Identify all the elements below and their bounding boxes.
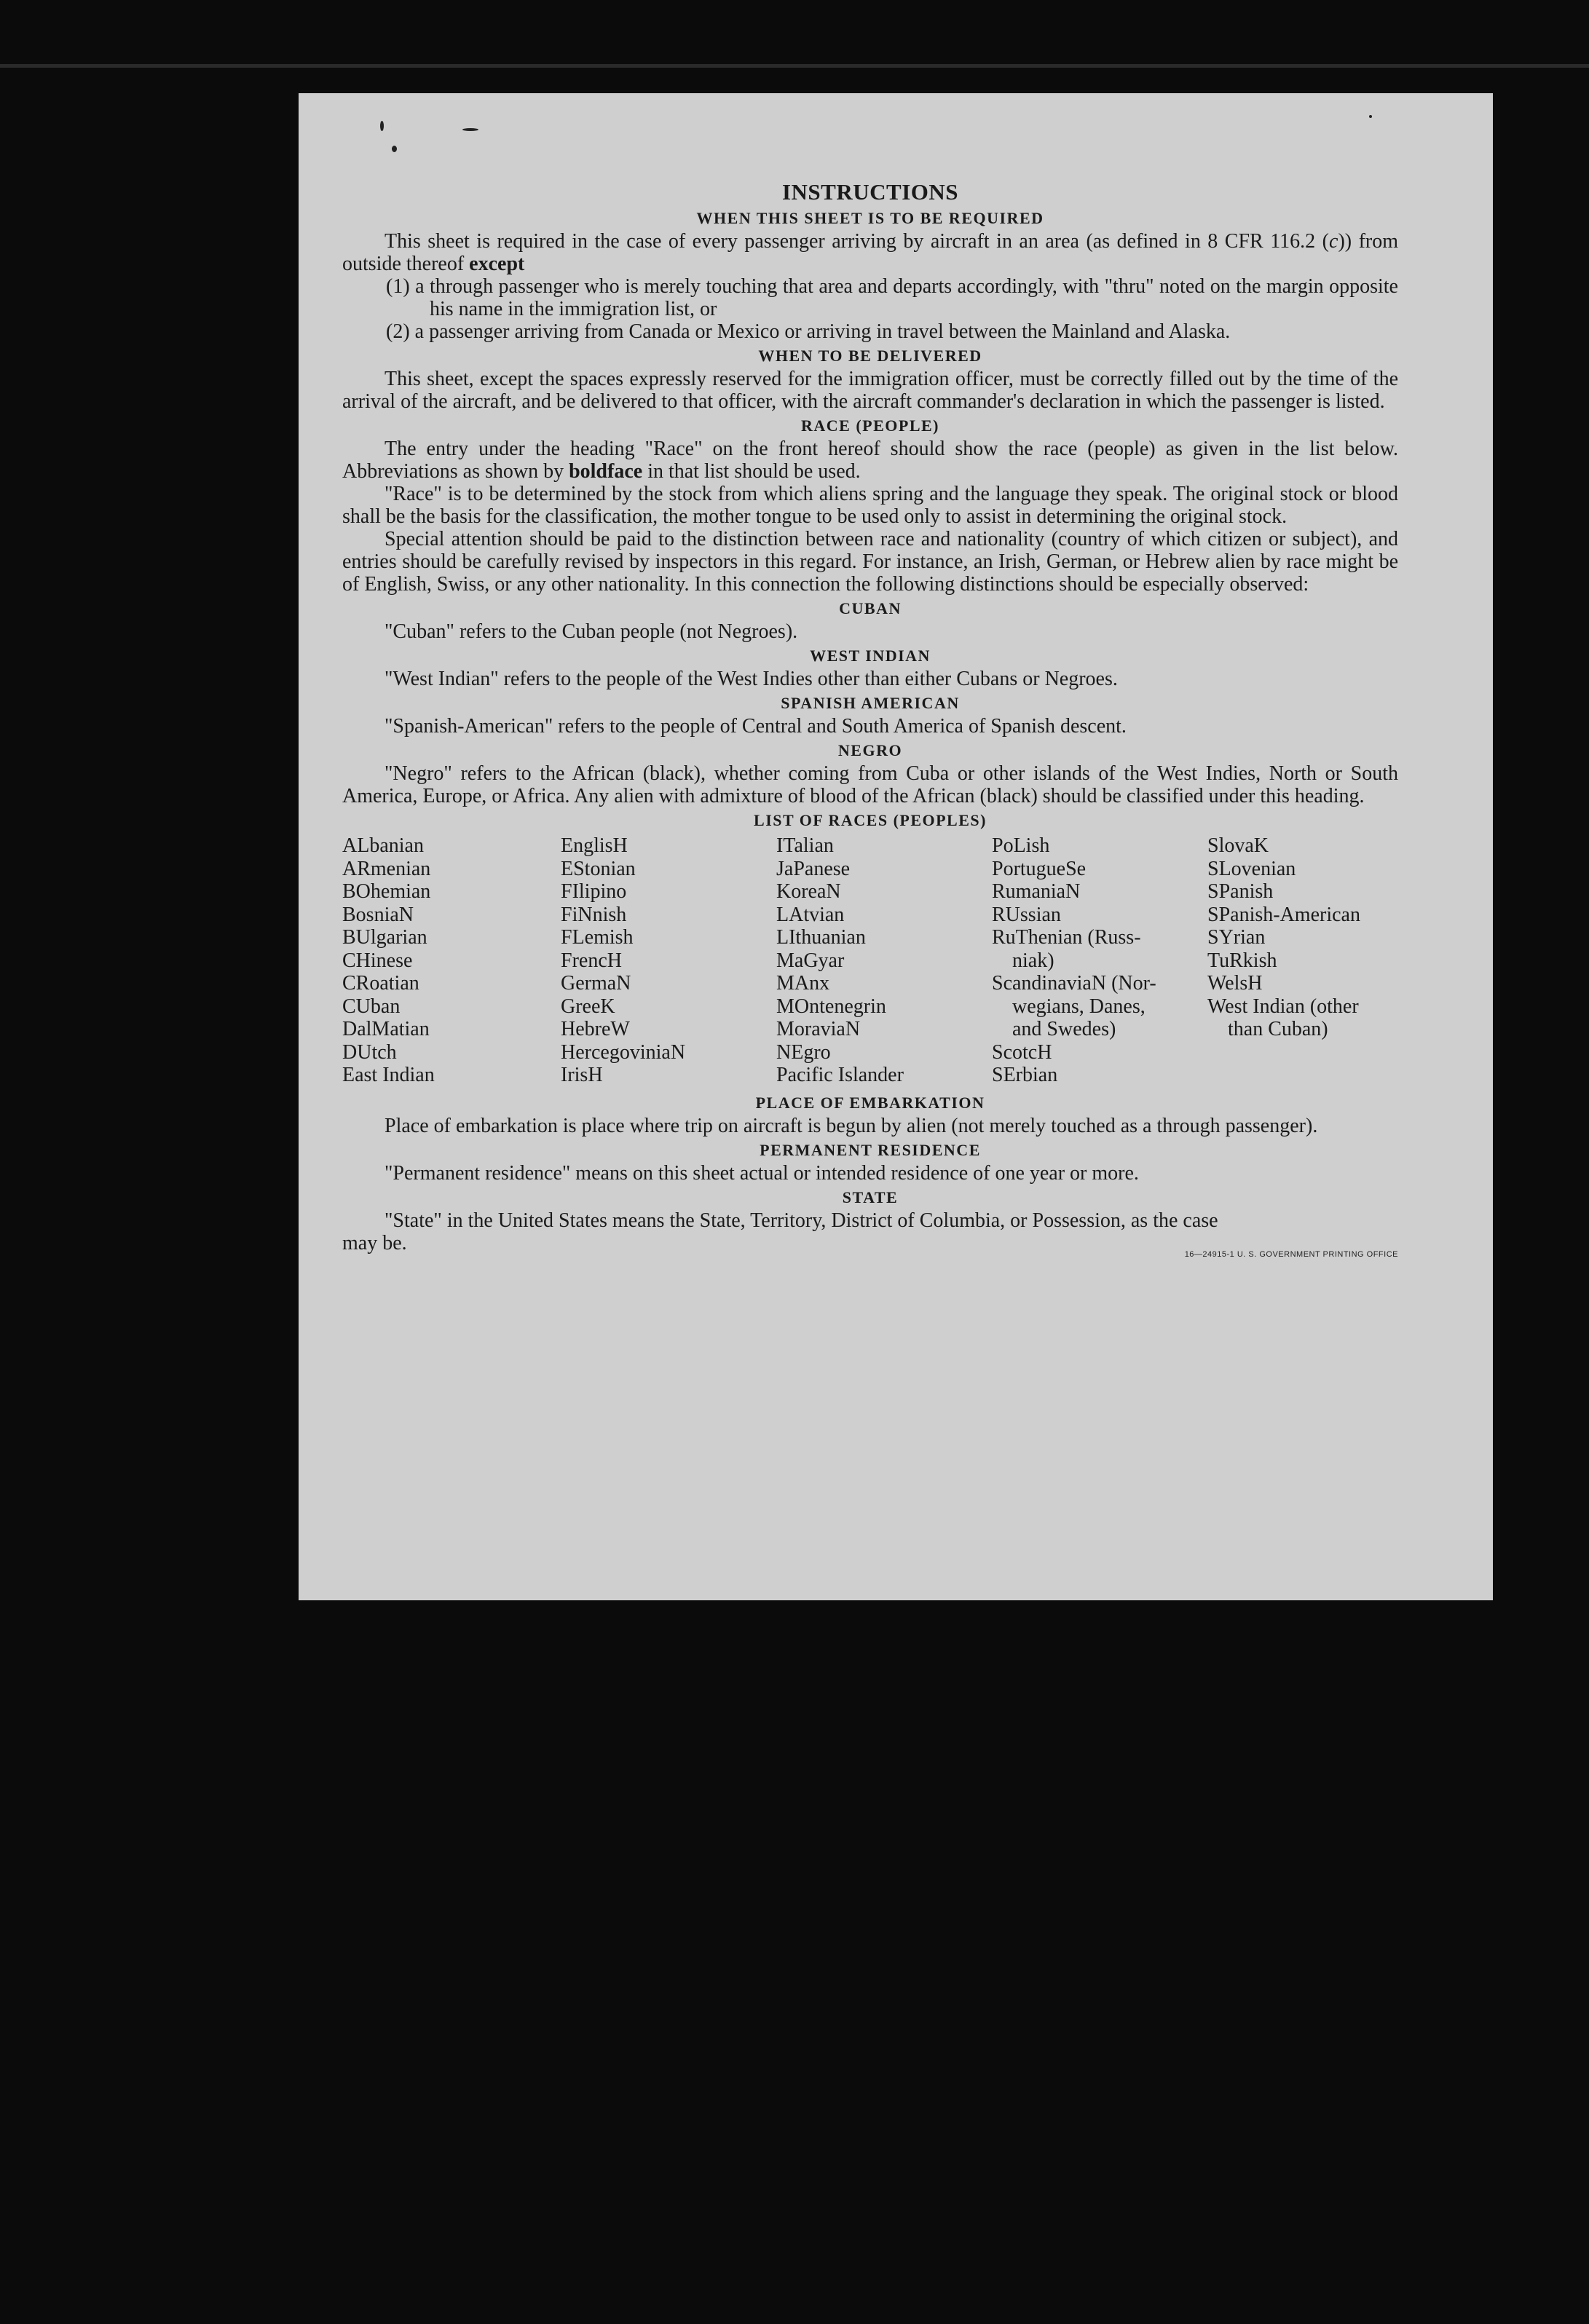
paragraph-race-2: "Race" is to be determined by the stock from which aliens spring and the language they speak. The original stock or blood shall be the basis for the classification, the mother tongue to be used only to assist in determining the original stock. xyxy=(342,483,1398,528)
race-entry: PoLish xyxy=(992,834,1050,857)
race-entry: ALbanian xyxy=(342,834,424,857)
race-entry: CRoatian xyxy=(342,972,419,995)
race-entry-continued: wegians, Danes, xyxy=(1012,995,1146,1018)
heading-when-delivered: WHEN TO BE DELIVERED xyxy=(758,347,982,365)
paragraph-cuban: "Cuban" refers to the Cuban people (not Negroes). xyxy=(385,620,798,643)
film-edge-line xyxy=(0,64,1589,68)
ink-speck xyxy=(462,128,478,131)
paragraph-race-1: The entry under the heading "Race" on the front hereof should show the race (people) as given in the list below. Abbreviations as shown by boldface in that list should be used. xyxy=(342,438,1398,483)
paragraph-state: "State" in the United States means the State, Territory, District of Columbia, or Possession, as the case xyxy=(385,1209,1218,1232)
race-entry: SlovaK xyxy=(1207,834,1269,857)
race-entry: BosniaN xyxy=(342,903,414,926)
heading-race: RACE (PEOPLE) xyxy=(801,416,939,435)
paragraph-when-delivered: This sheet, except the spaces expressly reserved for the immigration officer, must be correctly filled out by the time of the arrival of the aircraft, and be delivered to that officer, with the aircraft commander's declaration in which the passenger is listed. xyxy=(342,368,1398,413)
races-column-5 xyxy=(1207,834,1397,1087)
ink-speck xyxy=(380,121,384,131)
heading-spanish-american: SPANISH AMERICAN xyxy=(781,694,960,712)
heading-cuban: CUBAN xyxy=(839,599,902,617)
race-entry-continued: than Cuban) xyxy=(1228,1018,1328,1040)
race-entry: FLemish xyxy=(561,926,634,949)
race-entry: HebreW xyxy=(561,1018,630,1040)
race-entry: West Indian (other xyxy=(1207,995,1359,1018)
race-entry: WelsH xyxy=(1207,972,1263,995)
race-entry-continued: niak) xyxy=(1012,949,1054,972)
race-entry: FiNnish xyxy=(561,903,627,926)
race-entry: MaGyar xyxy=(776,949,845,972)
race-entry: PortugueSe xyxy=(992,857,1087,880)
race-entry-continued: and Swedes) xyxy=(1012,1018,1116,1040)
footer-row xyxy=(342,1232,1398,1266)
heading-when-required: WHEN THIS SHEET IS TO BE REQUIRED xyxy=(696,209,1044,227)
race-entry: JaPanese xyxy=(776,857,851,880)
exception-item-2: (2) a passenger arriving from Canada or Mexico or arriving in travel between the Mainland and Alaska. xyxy=(386,320,1231,343)
race-entry: EStonian xyxy=(561,857,636,880)
race-entry: FrencH xyxy=(561,949,622,972)
race-entry: CHinese xyxy=(342,949,413,972)
race-entry: BOhemian xyxy=(342,880,431,903)
heading-embarkation: PLACE OF EMBARKATION xyxy=(755,1093,985,1112)
races-column-1 xyxy=(342,834,561,1087)
race-entry: LAtvian xyxy=(776,903,845,926)
paragraph-when-required: This sheet is required in the case of every passenger arriving by aircraft in an area (as defined in 8 CFR 116.2 (c)) from outside thereof except xyxy=(342,230,1399,275)
race-entry: SYrian xyxy=(1207,926,1266,949)
race-entry: MoraviaN xyxy=(776,1018,861,1040)
race-entry: Pacific Islander xyxy=(776,1064,904,1086)
race-entry: MOntenegrin xyxy=(776,995,886,1018)
race-entry: SLovenian xyxy=(1207,857,1296,880)
race-entry: BUlgarian xyxy=(342,926,427,949)
paragraph-state-end: may be. xyxy=(342,1231,407,1254)
races-column-2 xyxy=(561,834,776,1087)
exception-item-1: (1) a through passenger who is merely touching that area and departs accordingly, with "thru" noted on the margin opposite his name in the immigration list, or xyxy=(386,275,1398,320)
race-entry: IrisH xyxy=(561,1064,603,1086)
race-entry: GreeK xyxy=(561,995,615,1018)
race-entry: TuRkish xyxy=(1207,949,1277,972)
heading-list-of-races: LIST OF RACES (PEOPLES) xyxy=(754,811,987,829)
race-entry: HercegoviniaN xyxy=(561,1040,686,1064)
ink-speck xyxy=(392,146,397,152)
race-entry: NEgro xyxy=(776,1040,831,1064)
race-entry: EnglisH xyxy=(561,834,628,857)
paragraph-spanish-american: "Spanish-American" refers to the people of Central and South America of Spanish descent. xyxy=(385,715,1127,738)
heading-permanent-residence: PERMANENT RESIDENCE xyxy=(760,1140,981,1159)
page-title: INSTRUCTIONS xyxy=(781,179,958,205)
heading-negro: NEGRO xyxy=(837,741,903,759)
race-entry: SPanish xyxy=(1207,880,1274,903)
race-entry: East Indian xyxy=(342,1064,435,1086)
paragraph-permanent-residence: "Permanent residence" means on this sheet actual or intended residence of one year or more. xyxy=(385,1161,1139,1185)
race-entry: CUban xyxy=(342,995,401,1018)
race-entry: ITalian xyxy=(776,834,834,857)
paragraph-west-indian: "West Indian" refers to the people of the West Indies other than either Cubans or Negroes. xyxy=(385,668,1118,690)
race-entry: DalMatian xyxy=(342,1018,430,1040)
race-entry: ScandinaviaN (Nor- xyxy=(992,972,1156,995)
race-entry: ARmenian xyxy=(342,857,431,880)
race-entry: SErbian xyxy=(992,1064,1058,1086)
heading-west-indian: WEST INDIAN xyxy=(810,647,931,665)
race-entry: GermaN xyxy=(561,972,631,995)
race-entry: RUssian xyxy=(992,903,1061,926)
paragraph-embarkation: Place of embarkation is place where trip on aircraft is begun by alien (not merely touched as a through passenger). xyxy=(385,1114,1318,1137)
race-entry: DUtch xyxy=(342,1040,397,1064)
race-entry: RuThenian (Russ- xyxy=(992,926,1141,949)
race-entry: KoreaN xyxy=(776,880,841,903)
race-entry: SPanish-American xyxy=(1207,903,1360,926)
race-entry: LIthuanian xyxy=(776,926,866,949)
ink-speck xyxy=(1369,115,1372,118)
race-entry: MAnx xyxy=(776,972,830,995)
paragraph-race-3: Special attention should be paid to the distinction between race and nationality (country of which citizen or subject), and entries should be carefully revised by inspectors in this regard. For instance, an Irish, German, or Hebrew alien by race might be of English, Swiss, or any other nationality. In this connection the following distinctions should be especially observed: xyxy=(342,528,1398,596)
paragraph-negro: "Negro" refers to the African (black), whether coming from Cuba or other islands of the West Indies, North or South America, Europe, or Africa. Any alien with admixture of blood of the African (black) should be classified under this heading. xyxy=(342,762,1398,807)
instruction-sheet xyxy=(299,93,1493,1600)
heading-state: STATE xyxy=(842,1187,899,1206)
race-entry: ScotcH xyxy=(992,1040,1052,1064)
races-list xyxy=(342,834,1398,1087)
races-column-4 xyxy=(992,834,1207,1087)
races-column-3 xyxy=(776,834,992,1087)
race-entry: RumaniaN xyxy=(992,880,1081,903)
race-entry: FIlipino xyxy=(561,880,627,903)
printer-imprint: 16—24915-1 U. S. GOVERNMENT PRINTING OFFICE xyxy=(1184,1249,1398,1259)
